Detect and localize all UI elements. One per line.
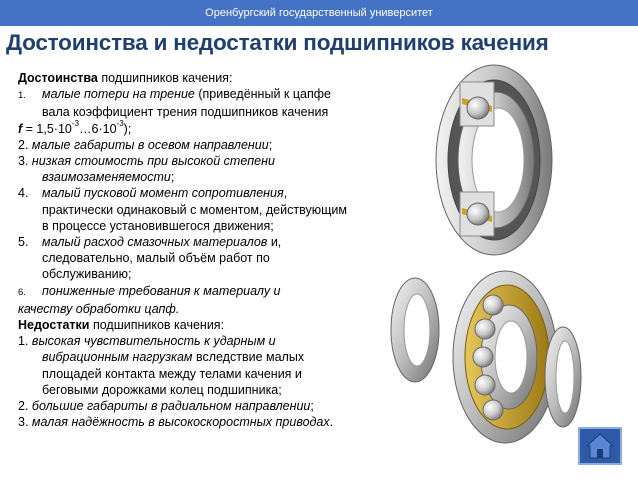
advantage-item-1-line2: вала коэффициент трения подшипников качения (42, 105, 329, 120)
advantage-item-3: 3. низкая стоимость при высокой степени (18, 154, 275, 169)
advantages-heading: Достоинства подшипников качения: (18, 71, 233, 85)
disadvantage-item-1: 1. высокая чувствительность к ударным и (18, 334, 276, 349)
angular-bearing-exploded-image (385, 265, 585, 455)
disadvantage-item-3: 3. малая надёжность в высокоскоростных приводах. (18, 415, 334, 430)
disadvantage-item-2: 2. большие габариты в радиальном направлении; (18, 399, 314, 414)
advantage-item-5: 5. малый расход смазочных материалов и, (18, 235, 282, 250)
advantage-item-1: 1. малые потери на трение (приведённый к цапфе (18, 87, 331, 102)
advantage-item-4-line2: практически одинаковый с моментом, действующим (42, 202, 347, 217)
advantage-item-2: 2. малые габариты в осевом направлении; (18, 137, 273, 152)
text-content (18, 70, 413, 430)
disadvantage-item-1-line3: площадей контакта между телами качения и (42, 366, 302, 381)
advantage-item-5-line2: следовательно, малый объём работ по (42, 251, 270, 266)
friction-formula: $f = 1,5\cdot 10^{-3}\dots 6\cdot 10^{-3}$); (18, 119, 132, 136)
advantage-item-5-line3: обслуживанию; (42, 267, 132, 282)
home-button[interactable] (578, 427, 622, 465)
disadvantages-heading: Недостатки подшипников качения: (18, 318, 225, 333)
advantage-item-3-line2: взаимозаменяемости; (42, 170, 175, 185)
header-bar (0, 0, 638, 26)
advantage-item-6: 6. пониженные требования к материалу и (18, 283, 281, 298)
ball-bearing-section-image (432, 62, 554, 257)
page-title: Достоинства и недостатки подшипников качения (6, 30, 549, 55)
advantage-item-6-line2: качеству обработки цапф. (18, 301, 180, 316)
disadvantage-item-1-line2: вибрационным нагрузкам вследствие малых (42, 350, 305, 365)
university-name: Оренбургский государственный университет (205, 7, 433, 19)
disadvantage-item-1-line4: беговыми дорожками колец подшипника; (42, 382, 282, 397)
advantage-item-4: 4. малый пусковой момент сопротивления, (18, 186, 288, 201)
advantage-item-4-line3: в процессе установившегося движения; (42, 218, 274, 233)
home-icon (580, 429, 620, 463)
